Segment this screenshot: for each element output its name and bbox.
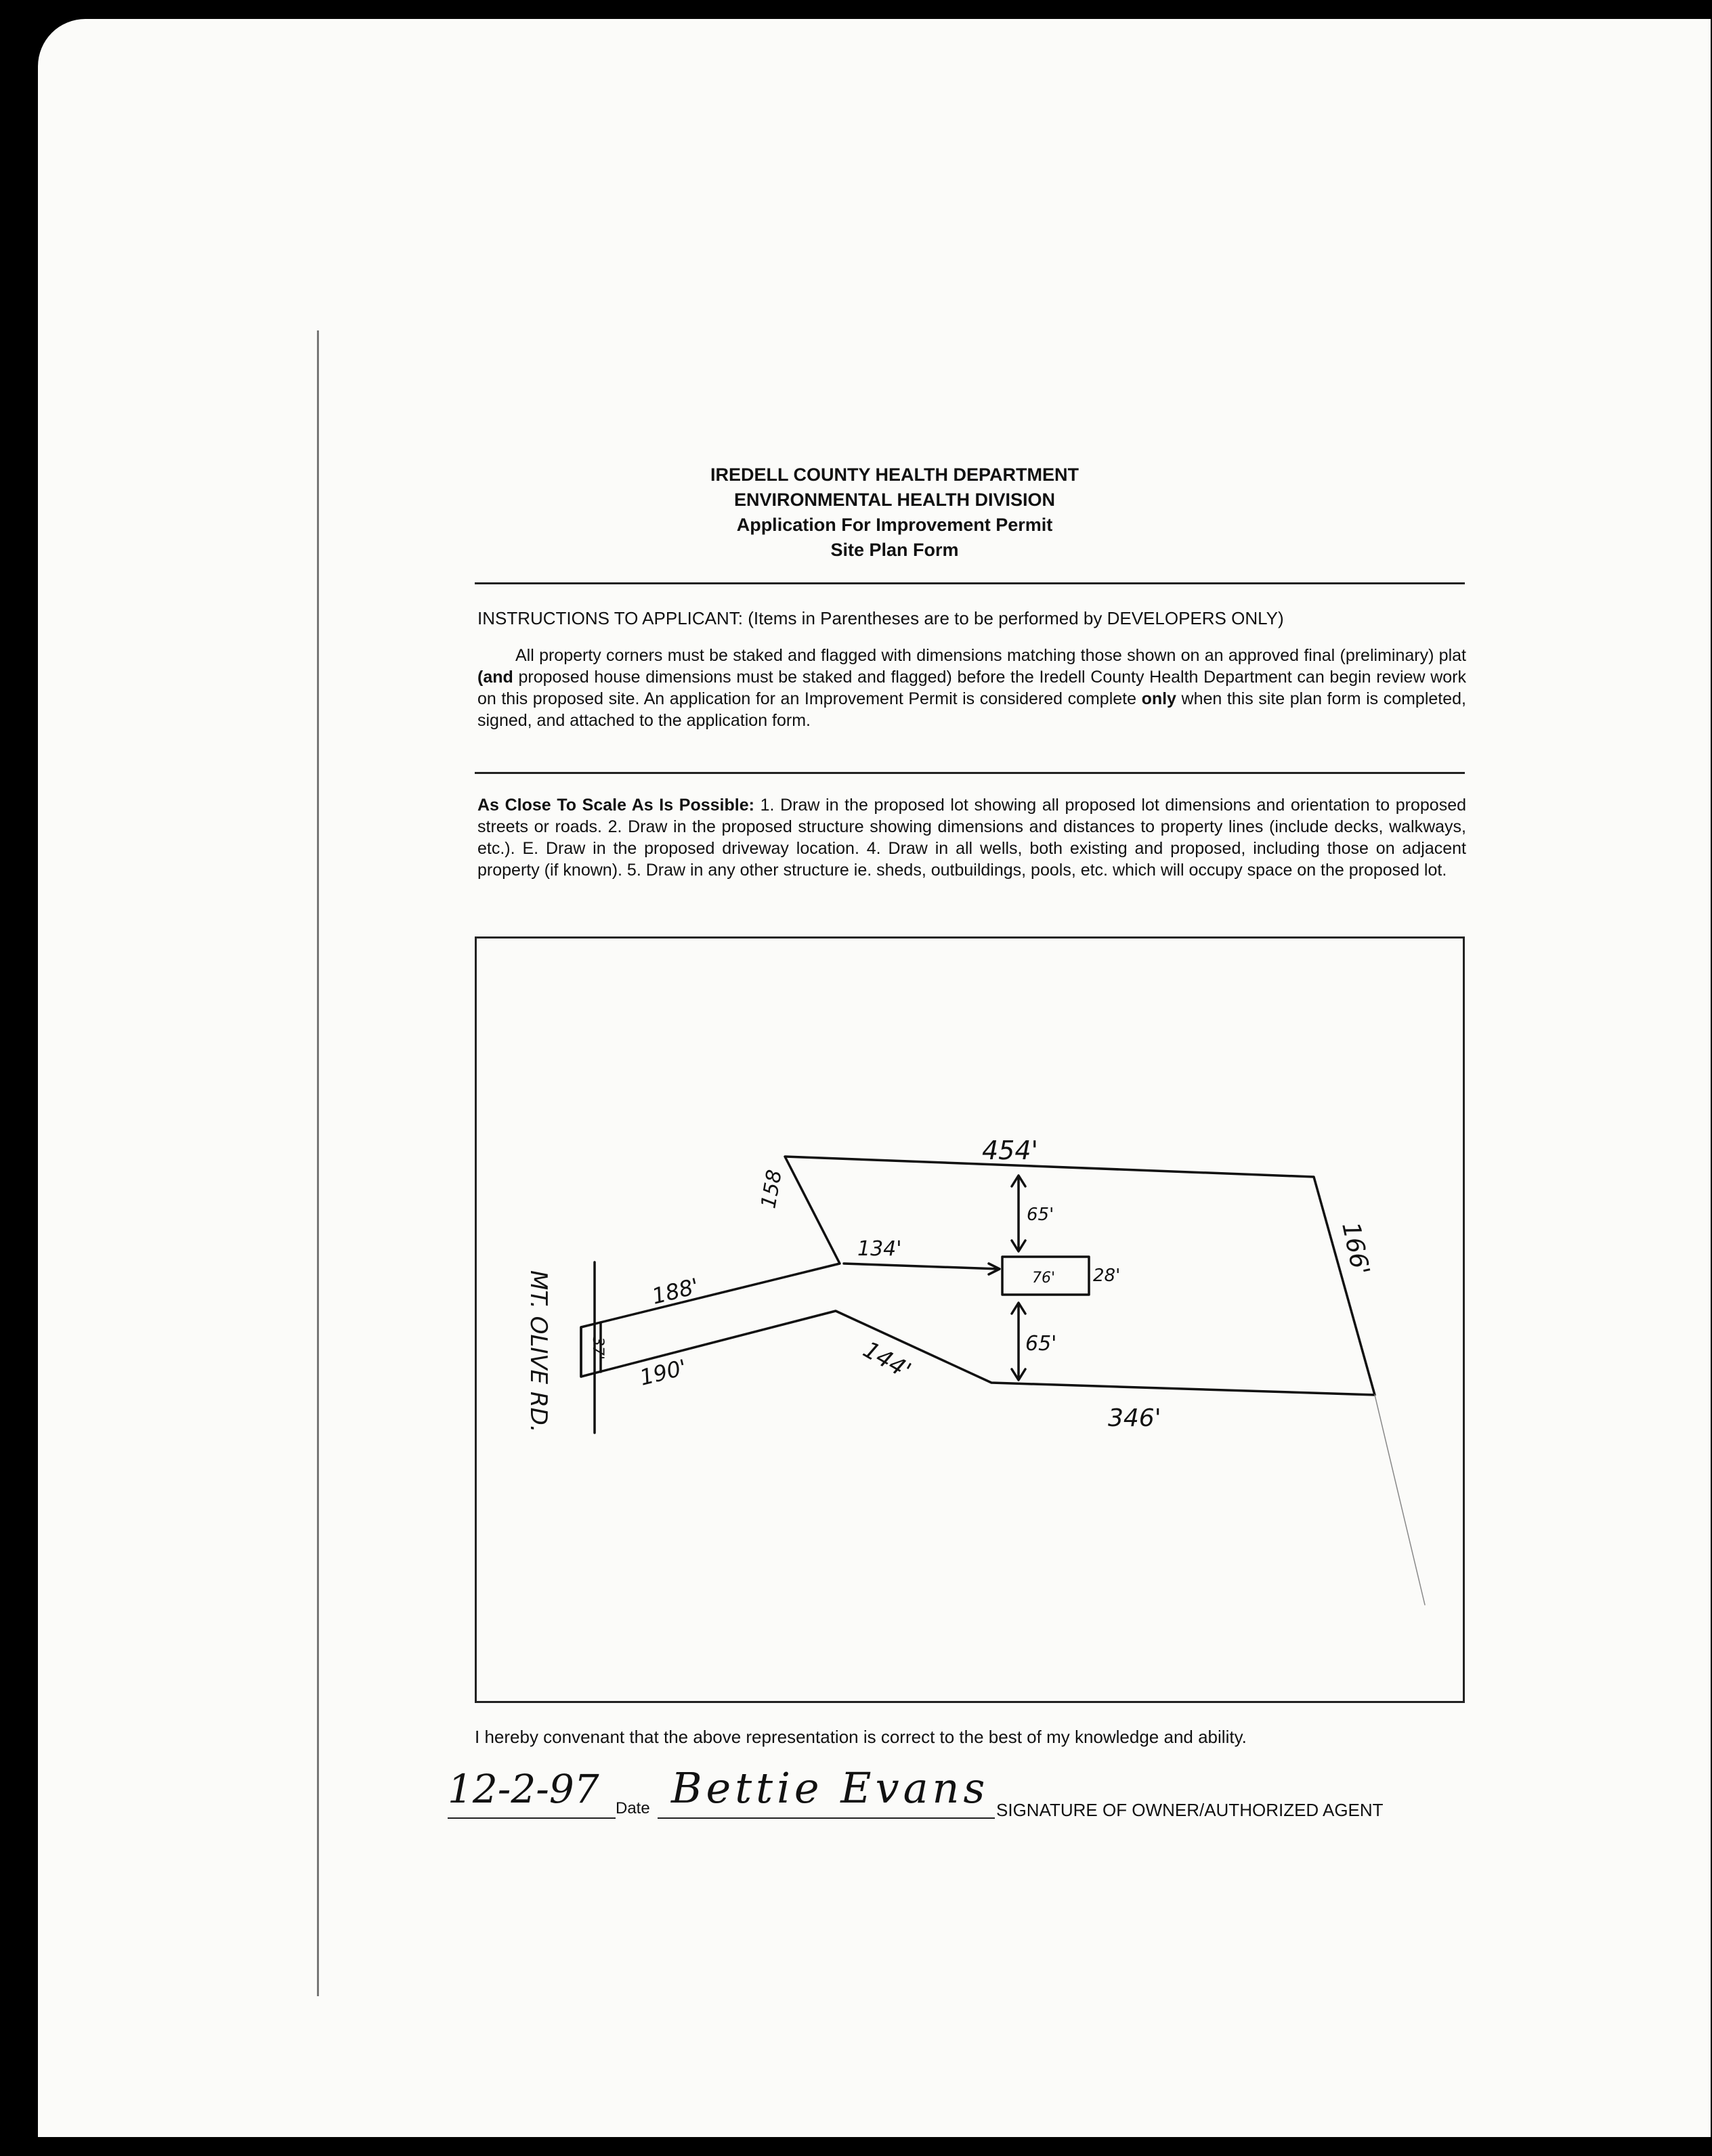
instructions-text-3: when this site plan form is completed, signed, and attached to the application form.	[477, 689, 1466, 730]
driveway-width-label: 37'	[589, 1337, 606, 1360]
header-form-name: Site Plan Form	[830, 540, 959, 560]
divider-top	[475, 582, 1465, 584]
instructions-body	[477, 645, 1466, 731]
lot-outline-main	[581, 1157, 1375, 1395]
date-underline	[448, 1817, 616, 1819]
diagonal-lower-label: 144'	[858, 1336, 916, 1385]
date-value: 12-2-97	[448, 1766, 599, 1812]
site-plan-drawing-area	[475, 936, 1465, 1703]
instructions-text-1: All property corners must be staked and flagged with dimensions matching those shown on an approved final (preliminary) plat	[515, 646, 1466, 665]
bottom-length-label: 346'	[1108, 1404, 1161, 1432]
signature-underline	[658, 1817, 995, 1819]
covenant-statement: I hereby convenant that the above representation is correct to the best of my knowledge and ability.	[475, 1727, 1247, 1747]
setback-bottom-label: 65'	[1025, 1332, 1057, 1356]
header-department: IREDELL COUNTY HEALTH DEPARTMENT	[710, 465, 1079, 485]
scanned-page	[38, 19, 1711, 2137]
date-label: Date	[616, 1799, 650, 1817]
scale-steps: 1. Draw in the proposed lot showing all proposed lot dimensions and orientation to proposed streets or roads. 2. Draw in the proposed structure showing dimensions and distances to property lines (include decks, walkways, etc.). E. Draw in the proposed driveway location. 4. Draw in all wells, both existing and proposed, including those on adjacent property (if known). 5. Draw in any other structure ie. sheds, outbuildings, pools, etc. which will occupy space on the proposed lot.	[477, 796, 1466, 880]
signature-row	[448, 1763, 1470, 1827]
right-side-label: 166'	[1336, 1220, 1375, 1278]
instructions-bold-only: only	[1141, 689, 1176, 708]
instructions-text-2: proposed house dimensions must be staked and flagged) before the Iredell County Health Department can begin review work on this proposed site. An application for an Improvement Permit is considered complete	[477, 668, 1466, 708]
top-length-label: 454'	[982, 1136, 1038, 1165]
scale-lead: As Close To Scale As Is Possible:	[477, 796, 754, 815]
driveway-lower-label: 190'	[637, 1354, 689, 1391]
driveway-upper-label: 188'	[649, 1272, 702, 1310]
signature-label: SIGNATURE OF OWNER/AUTHORIZED AGENT	[996, 1800, 1384, 1820]
owner-signature: Bettie Evans	[671, 1763, 989, 1813]
setback-top-label: 65'	[1027, 1205, 1054, 1225]
left-side-label: 158	[756, 1167, 787, 1211]
site-plan-form	[317, 330, 1470, 1996]
scale-instructions	[477, 794, 1466, 881]
house-length-label: 76'	[1032, 1270, 1056, 1287]
road-label: MT. OLIVE RD.	[525, 1270, 552, 1433]
instructions-heading: INSTRUCTIONS TO APPLICANT: (Items in Parentheses are to be performed by DEVELOPERS ONLY)	[477, 608, 1284, 628]
house-width-label: 28'	[1093, 1266, 1121, 1286]
site-plan-sketch	[477, 939, 1463, 1701]
header-division: ENVIRONMENTAL HEALTH DIVISION	[733, 490, 1056, 510]
extension-line	[1375, 1395, 1425, 1605]
header-application: Application For Improvement Permit	[736, 515, 1053, 535]
setback-front-label: 134'	[857, 1237, 902, 1261]
setback-front-arrow	[844, 1264, 998, 1269]
divider-middle	[475, 772, 1465, 774]
instructions-bold-and: (and	[477, 668, 513, 687]
